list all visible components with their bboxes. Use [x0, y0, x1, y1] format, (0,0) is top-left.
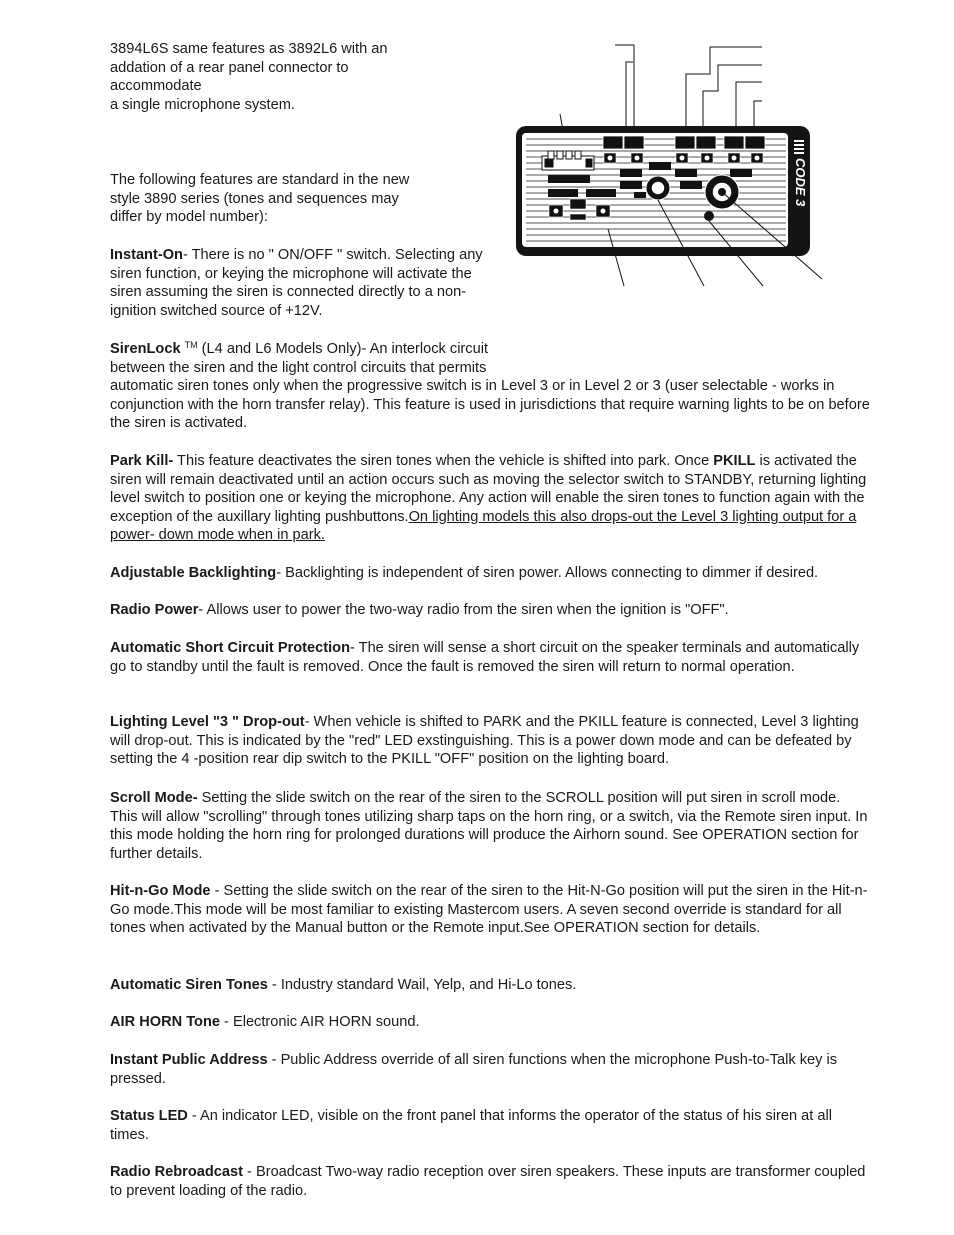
feature-backlighting	[110, 564, 870, 583]
feature-auto-tones	[110, 976, 870, 995]
feature-text: - Industry standard Wail, Yelp, and Hi-Lo tones.	[267, 977, 577, 993]
feature-text: - There is no " ON/OFF " switch. Selecting any	[182, 247, 483, 263]
feature-text: Setting the slide switch on the rear of the siren to the SCROLL position will put siren in scroll mode. This will allow "scrolling" through tones utilizing sharp taps on the horn ring, or a switch, via the Remote siren input. In this mode holding the horn ring for prolonged durations will produce the Airhorn sound. See OPERATION section for further details.	[110, 790, 868, 862]
label-block	[620, 181, 642, 189]
label-block	[548, 175, 590, 183]
feature-text: automatic siren tones only when the progressive switch is in Level 3 or in Level 2 or 3 (user selectable - works in conjunction with the horn transfer relay). This feature is used in jurisdictions that require warning lights to be on before the siren is activated.	[110, 378, 870, 432]
feature-instant-on	[110, 246, 510, 320]
pushbutton	[724, 136, 744, 149]
feature-text: is activated the siren will remain deactivated until an action occurs such as moving the selector switch to STANDBY, returning lighting level switch to position one or keying the microphone. Any action will enable the siren tones to function again with the exception of the auxillary lighting pushbuttons.	[110, 453, 867, 525]
feature-text: siren function, or keying the microphone will activate the	[110, 265, 472, 282]
underlined-note: On lighting models this also drops-out the Level 3 lighting output for a power- down mode when in park.	[110, 508, 857, 544]
standard-features-intro	[110, 171, 430, 227]
feature-title: Automatic Short Circuit Protection	[110, 640, 350, 656]
feature-rebroadcast	[110, 1163, 870, 1200]
callout-line	[703, 65, 762, 134]
feature-text: - Allows user to power the two-way radio from the siren when the ignition is "OFF".	[198, 602, 729, 618]
feature-title: Radio Rebroadcast	[110, 1164, 243, 1180]
feature-text: ignition switched source of +12V.	[110, 302, 323, 319]
label-block	[675, 169, 697, 177]
volume-knob-center	[651, 181, 665, 195]
feature-title: AIR HORN Tone	[110, 1014, 220, 1030]
feature-title: Adjustable Backlighting	[110, 565, 277, 581]
label-block	[586, 189, 616, 197]
feature-title: Scroll Mode-	[110, 790, 198, 806]
standard-line: style 3890 series (tones and sequences may	[110, 190, 399, 207]
callout-line	[626, 62, 633, 134]
slide-switch	[570, 214, 586, 220]
intro-line: a single microphone system.	[110, 96, 295, 113]
callout-line	[615, 45, 634, 134]
label-block	[680, 181, 702, 189]
intro-line: accommodate	[110, 78, 202, 95]
feature-text: between the siren and the light control circuits that permits	[110, 359, 487, 376]
intro-line: addation of a rear panel connector to	[110, 59, 349, 76]
feature-title: Radio Power	[110, 602, 199, 618]
feature-title: Status LED	[110, 1108, 188, 1124]
feature-text: - Electronic AIR HORN sound.	[220, 1014, 420, 1030]
feature-text: - An indicator LED, visible on the front panel that informs the operator of the status of his siren at all times.	[110, 1108, 832, 1143]
siren-front-panel-diagram	[514, 44, 826, 289]
feature-sirenlock	[110, 340, 870, 433]
feature-hit-n-go	[110, 882, 870, 938]
feature-drop-out	[110, 713, 870, 769]
feature-title: Automatic Siren Tones	[110, 977, 268, 993]
intro-line: 3894L6S same features as 3892L6 with an	[110, 41, 388, 57]
label-block	[620, 169, 642, 177]
feature-title: Hit-n-Go Mode	[110, 883, 211, 899]
feature-text: (L4 and L6 Models Only)- An interlock circuit	[197, 341, 489, 357]
feature-text: - When vehicle is shifted to PARK and the PKILL feature is connected, Level 3 lighting will drop-out. This is indicated by the "red" LED exstinguishing. This is a power down mode and can be defeated by setting the 4 -position rear dip switch to the PKILL "OFF" position on the lighting board.	[110, 714, 859, 768]
feature-text: - The siren will sense a short circuit on the speaker terminals and automatically go to standby until the fault is removed. Once the fault is removed the siren will return to normal operation.	[110, 640, 860, 675]
pushbutton	[696, 136, 716, 149]
standard-line: The following features are standard in the new	[110, 172, 410, 188]
label-block	[634, 192, 646, 198]
standard-line: differ by model number):	[110, 209, 268, 226]
intro-paragraph	[110, 40, 410, 114]
label-block	[548, 189, 578, 197]
feature-title: Park Kill-	[110, 453, 174, 469]
feature-text: - Setting the slide switch on the rear of the siren to the Hit-N-Go position will put the siren in the Hit-n-Go mode.This mode will be most familiar to existing Mastercom users. A seven second override is standard for all tones when activated by the Manual button or the Remote input.See OPERATION section for details.	[110, 883, 868, 937]
feature-radio-power	[110, 601, 870, 620]
pushbutton	[603, 136, 623, 149]
feature-title: Lighting Level "3 " Drop-out	[110, 714, 305, 730]
feature-air-horn	[110, 1013, 870, 1032]
pushbutton	[624, 136, 644, 149]
pkill-label: PKILL	[713, 453, 756, 469]
feature-title: SirenLock	[110, 341, 181, 357]
feature-text: siren assuming the siren is connected directly to a non-	[110, 284, 467, 301]
feature-text: - Backlighting is independent of siren power. Allows connecting to dimmer if desired.	[276, 565, 819, 581]
pushbutton	[675, 136, 695, 149]
feature-public-address	[110, 1051, 870, 1088]
feature-text: - Public Address override of all siren functions when the microphone Push-to-Talk key is pressed.	[110, 1052, 838, 1087]
feature-status-led	[110, 1107, 870, 1144]
status-led	[704, 211, 714, 221]
feature-scroll-mode	[110, 789, 870, 863]
trademark-mark: TM	[184, 340, 198, 350]
label-block	[649, 162, 671, 170]
callout-line	[686, 47, 762, 134]
feature-text: - Broadcast Two-way radio reception over siren speakers. These inputs are transformer coupled to prevent loading of the radio.	[110, 1164, 866, 1199]
feature-park-kill	[110, 452, 870, 545]
feature-short-circuit	[110, 639, 870, 676]
slide-switch	[570, 199, 586, 209]
feature-title: Instant-On	[110, 247, 183, 263]
brand-logo-text: CODE 3	[793, 158, 808, 207]
feature-title: Instant Public Address	[110, 1052, 268, 1068]
label-block	[730, 169, 752, 177]
pushbutton	[745, 136, 765, 149]
feature-text: This feature deactivates the siren tones when the vehicle is shifted into park. Once	[173, 453, 714, 469]
